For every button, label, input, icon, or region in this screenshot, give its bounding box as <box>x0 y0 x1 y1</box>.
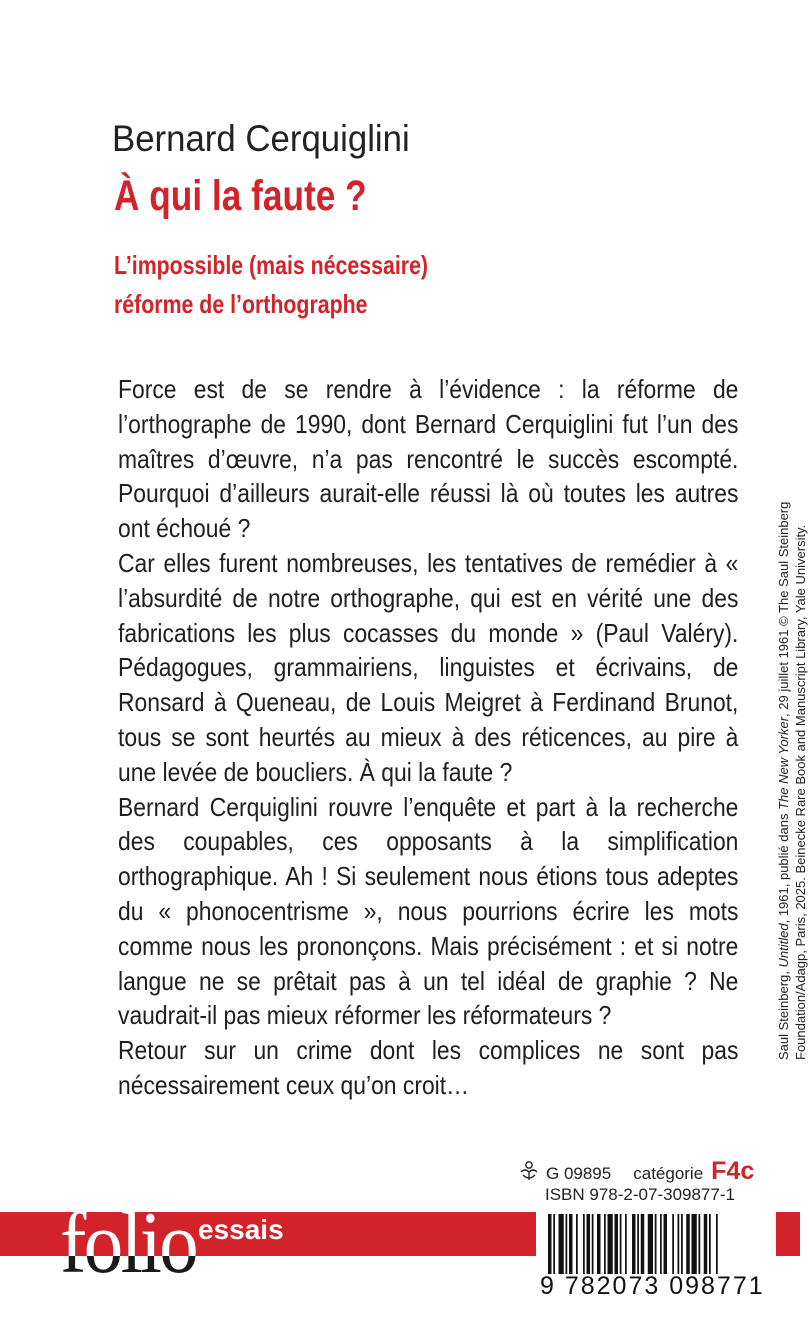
barcode-bar <box>648 1214 653 1274</box>
credit-line-1: Saul Steinberg, Untitled, 1961, publié dans The New Yorker, 29 juillet 1961 © The Saul Steinberg <box>776 501 791 1060</box>
book-subtitle <box>114 246 428 324</box>
barcode-bar <box>716 1214 718 1274</box>
barcode-bar <box>569 1214 573 1274</box>
author-name: Bernard Cerquiglini <box>112 118 410 159</box>
barcode-icon <box>548 1214 772 1274</box>
barcode-bar <box>699 1214 701 1274</box>
barcode-bar <box>608 1214 613 1274</box>
blurb-paragraph: Bernard Cerquiglini rouvre l’enquête et part à la recherche des coupables, ces opposants à la simplification orthographique. Ah ! Si seulement nous étions tous adeptes du « phonocentrisme », nous pourrions écrire les mots comme nous les prononçons. Mais précisément : et si notre langue ne se prêtait pas à un tel idéal de graphie ? Ne vaudrait-il pas mieux réformer les réformateurs ? <box>118 791 739 1031</box>
barcode-bar <box>583 1214 585 1274</box>
code-row <box>518 1154 754 1184</box>
essais-wordmark: essais <box>198 1214 284 1245</box>
blurb-paragraph: Force est de se rendre à l’évidence : la réforme de l’orthographe de 1990, dont Bernard Cerquiglini fut l’un des maîtres d’œuvre, n’a pas rencontré le succès escompté. Pourquoi d’ailleurs aurait-elle réussi là où toutes les autres ont échoué ? <box>118 374 739 544</box>
category-code: F4c <box>711 1157 755 1185</box>
barcode-digits: 9 782073 098771 <box>540 1272 765 1300</box>
isbn: ISBN 978-2-07-309877-1 <box>545 1185 735 1204</box>
blurb-text <box>118 372 738 1103</box>
blurb-paragraph: Retour sur un crime dont les complices ne sont pas nécessairement ceux qu’on croit… <box>118 1035 739 1100</box>
illustration-credit <box>775 501 809 1060</box>
subtitle-line-1: L’impossible (mais nécessaire) <box>114 250 429 280</box>
barcode-bar <box>548 1214 552 1274</box>
barcode-bar <box>615 1214 619 1274</box>
barcode-bar <box>553 1214 555 1274</box>
barcode-bar <box>692 1214 697 1274</box>
barcode-bar <box>587 1214 591 1274</box>
gallimard-logo-icon <box>518 1160 540 1182</box>
book-title: À qui la faute ? <box>114 172 367 220</box>
gallimard-code: G 09895 <box>546 1164 612 1183</box>
barcode-bar <box>566 1214 568 1274</box>
barcode-bar <box>625 1214 627 1274</box>
barcode-bar <box>664 1214 668 1274</box>
barcode-bar <box>597 1214 601 1274</box>
barcode-bar <box>704 1214 708 1274</box>
barcode-bar <box>604 1214 606 1274</box>
category-label: catégorie <box>633 1164 704 1183</box>
barcode-bar <box>678 1214 680 1274</box>
barcode-bar <box>672 1214 674 1274</box>
barcode-bar <box>709 1214 711 1274</box>
barcode-bar <box>637 1214 639 1274</box>
barcode-bar <box>681 1214 683 1274</box>
barcode-bar <box>632 1214 636 1274</box>
barcode-bar <box>620 1214 622 1274</box>
credit-line-2: Foundation/Adagp, Paris, 2025. Beinecke Rare Book and Manuscript Library, Yale University. <box>793 524 808 1060</box>
barcode-bar <box>559 1214 564 1274</box>
barcode-bar <box>576 1214 578 1274</box>
barcode-bar <box>641 1214 645 1274</box>
barcode-bar <box>655 1214 657 1274</box>
barcode-bar <box>660 1214 662 1274</box>
red-band-right <box>776 1212 800 1256</box>
subtitle-line-2: réforme de l’orthographe <box>114 289 368 319</box>
barcode-bar <box>686 1214 690 1274</box>
blurb-paragraph: Car elles furent nombreuses, les tentatives de remédier à « l’absurdité de notre orthographe, qui est en vérité une des fabrications les plus cocasses du monde » (Paul Valéry). Pédagogues, grammairiens, linguistes et écrivains, de Ronsard à Queneau, de Louis Meigret à Ferdinand Brunot, tous se sont heurtés au mieux à des réticences, au pire à une levée de boucliers. À qui la faute ? <box>118 547 739 787</box>
barcode-bar <box>592 1214 594 1274</box>
folio-wordmark: folio <box>60 1195 197 1292</box>
